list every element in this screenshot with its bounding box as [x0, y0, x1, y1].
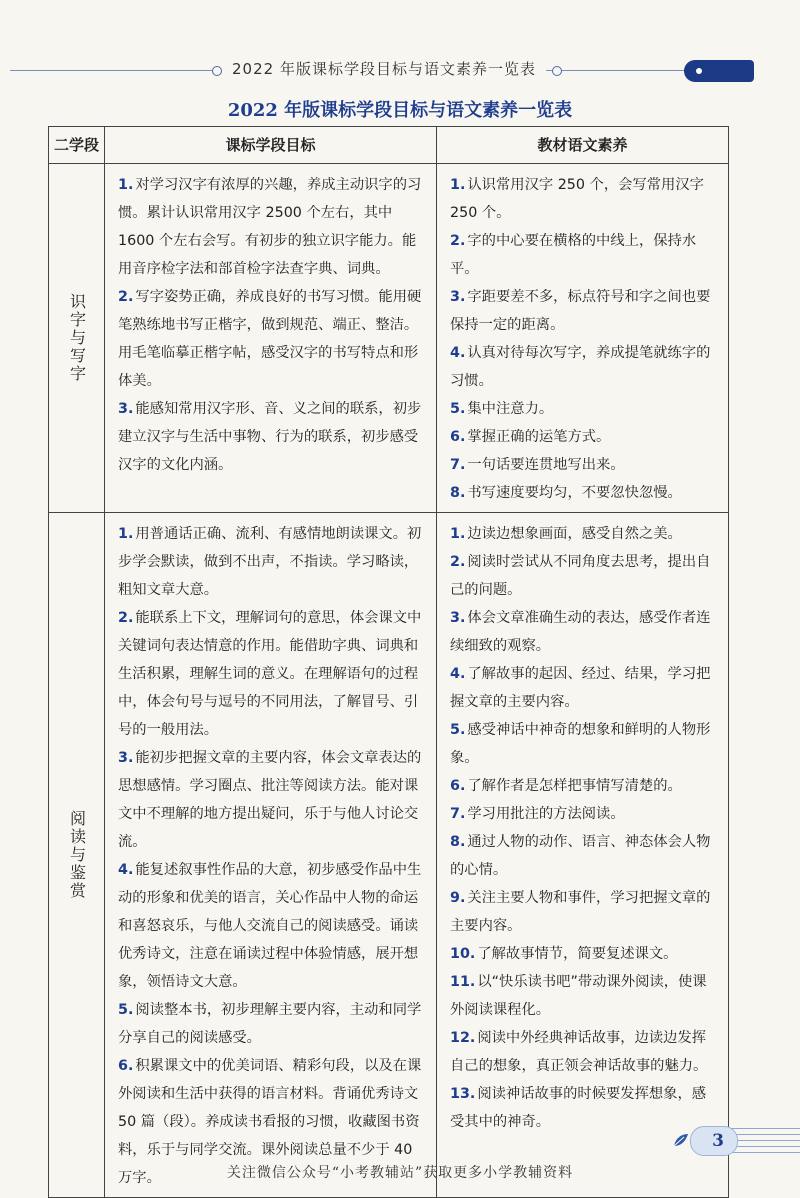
item-number: 4. — [118, 862, 134, 878]
item-text: 书写速度要均匀，不要忽快忽慢。 — [467, 485, 682, 501]
item-text: 边读边想象画面，感受自然之美。 — [467, 526, 682, 542]
header-tab-decoration — [684, 60, 754, 82]
item-text: 字距要差不多，标点符号和字之间也要保持一定的距离。 — [450, 289, 711, 333]
item-number: 8. — [450, 834, 466, 850]
item-text: 对学习汉字有浓厚的兴趣，养成主动识字的习惯。累计认识常用汉字 2500 个左右，其中 1600 个左右会写。有初步的独立识字能力。能用音序检字法和部首检字法查字典、词典。 — [118, 177, 422, 277]
item-number: 3. — [450, 610, 466, 626]
literacy-item — [450, 227, 719, 283]
header-goals: 课标学段目标 — [105, 127, 437, 164]
item-text: 集中注意力。 — [467, 401, 554, 417]
item-number: 2. — [450, 554, 466, 570]
item-text: 能感知常用汉字形、音、义之间的联系，初步建立汉字与生活中事物、行为的联系，初步感受汉字的文化内涵。 — [118, 401, 422, 473]
stage-cell: 识字与写字 — [49, 164, 105, 513]
item-number: 5. — [450, 401, 466, 417]
running-header — [0, 46, 800, 90]
item-number: 3. — [118, 750, 134, 766]
goals-cell — [105, 164, 437, 513]
item-number: 4. — [450, 345, 466, 361]
item-number: 5. — [450, 722, 466, 738]
item-number: 1. — [450, 177, 466, 193]
item-text: 感受神话中神奇的想象和鲜明的人物形象。 — [450, 722, 711, 766]
goal-item — [118, 171, 427, 283]
item-text: 能复述叙事性作品的大意，初步感受作品中生动的形象和优美的语言，关心作品中人物的命运和喜怒哀乐，与他人交流自己的阅读感受。诵读优秀诗文，注意在诵读过程中体验情感，展开想象，领悟诗文大意。 — [118, 862, 422, 990]
stage-cell: 阅读与鉴赏 — [49, 513, 105, 1198]
goal-item — [118, 604, 427, 744]
item-text: 一句话要连贯地写出来。 — [467, 457, 625, 473]
goals-table — [48, 126, 729, 1198]
item-text: 能联系上下文，理解词句的意思，体会课文中关键词句表达情意的作用。能借助字典、词典和生活积累，理解生词的意义。在理解语句的过程中，体会句号与逗号的不同用法，了解冒号、引号的一般用法。 — [118, 610, 422, 738]
literacy-item — [450, 520, 719, 548]
item-text: 了解故事的起因、经过、结果，学习把握文章的主要内容。 — [450, 666, 711, 710]
header-dot-right — [552, 66, 562, 76]
literacy-item — [450, 283, 719, 339]
item-number: 10. — [450, 946, 476, 962]
item-number: 6. — [450, 778, 466, 794]
literacy-item — [450, 1024, 719, 1080]
item-text: 通过人物的动作、语言、神态体会人物的心情。 — [450, 834, 711, 878]
item-text: 写字姿势正确，养成良好的书写习惯。能用硬笔熟练地书写正楷字，做到规范、端正、整洁。用毛笔临摹正楷字帖，感受汉字的书写特点和形体美。 — [118, 289, 422, 389]
item-text: 阅读中外经典神话故事，边读边发挥自己的想象，真正领会神话故事的魅力。 — [450, 1030, 708, 1074]
item-number: 2. — [450, 233, 466, 249]
item-text: 认识常用汉字 250 个，会写常用汉字 250 个。 — [450, 177, 704, 221]
item-number: 1. — [450, 526, 466, 542]
item-text: 用普通话正确、流利、有感情地朗读课文。初步学会默读，做到不出声，不指读。学习略读，粗知文章大意。 — [118, 526, 422, 598]
item-number: 8. — [450, 485, 466, 501]
literacy-item — [450, 660, 719, 716]
goal-item — [118, 395, 427, 479]
literacy-item — [450, 772, 719, 800]
header-stage: 二学段 — [49, 127, 105, 164]
bottom-note: 关注微信公众号“小考教辅站”获取更多小学教辅资料 — [226, 1165, 574, 1181]
leaf-icon — [672, 1132, 690, 1148]
item-number: 3. — [118, 401, 134, 417]
item-text: 学习用批注的方法阅读。 — [467, 806, 625, 822]
item-number: 5. — [118, 1002, 134, 1018]
literacy-item — [450, 548, 719, 604]
item-text: 认真对待每次写字，养成提笔就练字的习惯。 — [450, 345, 711, 389]
header-literacy: 教材语文素养 — [437, 127, 729, 164]
literacy-cell — [437, 513, 729, 1198]
literacy-item — [450, 828, 719, 884]
item-text: 了解作者是怎样把事情写清楚的。 — [467, 778, 682, 794]
running-title: 2022 年版课标学段目标与语文素养一览表 — [222, 58, 546, 79]
goal-item — [118, 520, 427, 604]
item-number: 2. — [118, 289, 134, 305]
goal-item — [118, 996, 427, 1052]
literacy-item — [450, 968, 719, 1024]
literacy-item — [450, 940, 719, 968]
item-number: 13. — [450, 1086, 476, 1102]
literacy-item — [450, 423, 719, 451]
item-number: 2. — [118, 610, 134, 626]
literacy-cell — [437, 164, 729, 513]
item-text: 能初步把握文章的主要内容，体会文章表达的思想感情。学习圈点、批注等阅读方法。能对课文中不理解的地方提出疑问，乐于与他人讨论交流。 — [118, 750, 422, 850]
page-title: 2022 年版课标学段目标与语文素养一览表 — [227, 100, 573, 121]
item-number: 7. — [450, 457, 466, 473]
literacy-item — [450, 451, 719, 479]
literacy-item — [450, 171, 719, 227]
item-number: 6. — [450, 429, 466, 445]
item-text: 阅读时尝试从不同角度去思考，提出自己的问题。 — [450, 554, 711, 598]
goals-cell — [105, 513, 437, 1198]
literacy-item — [450, 395, 719, 423]
goal-item — [118, 744, 427, 856]
item-text: 掌握正确的运笔方式。 — [467, 429, 611, 445]
item-number: 6. — [118, 1058, 134, 1074]
page-number: 3 — [712, 1131, 724, 1151]
literacy-item — [450, 339, 719, 395]
header-dot-left — [212, 66, 222, 76]
item-text: 了解故事情节，简要复述课文。 — [477, 946, 678, 962]
page-number-badge — [690, 1126, 738, 1156]
item-text: 阅读整本书，初步理解主要内容，主动和同学分享自己的阅读感受。 — [118, 1002, 422, 1046]
table-row — [49, 513, 729, 1198]
item-number: 1. — [118, 177, 134, 193]
item-number: 12. — [450, 1030, 476, 1046]
goal-item — [118, 856, 427, 996]
item-text: 体会文章准确生动的表达，感受作者连续细致的观察。 — [450, 610, 711, 654]
item-text: 阅读神话故事的时候要发挥想象，感受其中的神奇。 — [450, 1086, 707, 1130]
item-text: 关注主要人物和事件，学习把握文章的主要内容。 — [450, 890, 711, 934]
item-number: 11. — [450, 974, 476, 990]
literacy-item — [450, 716, 719, 772]
item-text: 字的中心要在横格的中线上，保持水平。 — [450, 233, 697, 277]
item-text: 以“快乐读书吧”带动课外阅读，使课外阅读课程化。 — [450, 974, 707, 1018]
literacy-item — [450, 604, 719, 660]
table-header-row — [49, 127, 729, 164]
literacy-item — [450, 479, 719, 507]
table-row — [49, 164, 729, 513]
item-number: 1. — [118, 526, 134, 542]
literacy-item — [450, 884, 719, 940]
goal-item — [118, 283, 427, 395]
item-number: 4. — [450, 666, 466, 682]
item-number: 3. — [450, 289, 466, 305]
item-number: 9. — [450, 890, 466, 906]
literacy-item — [450, 800, 719, 828]
item-number: 7. — [450, 806, 466, 822]
item-text: 积累课文中的优美词语、精彩句段，以及在课外阅读和生活中获得的语言材料。背诵优秀诗文 50 篇（段）。养成读书看报的习惯，收藏图书资料，乐于与同学交流。课外阅读总量不少于 40 万字。 — [118, 1058, 422, 1186]
